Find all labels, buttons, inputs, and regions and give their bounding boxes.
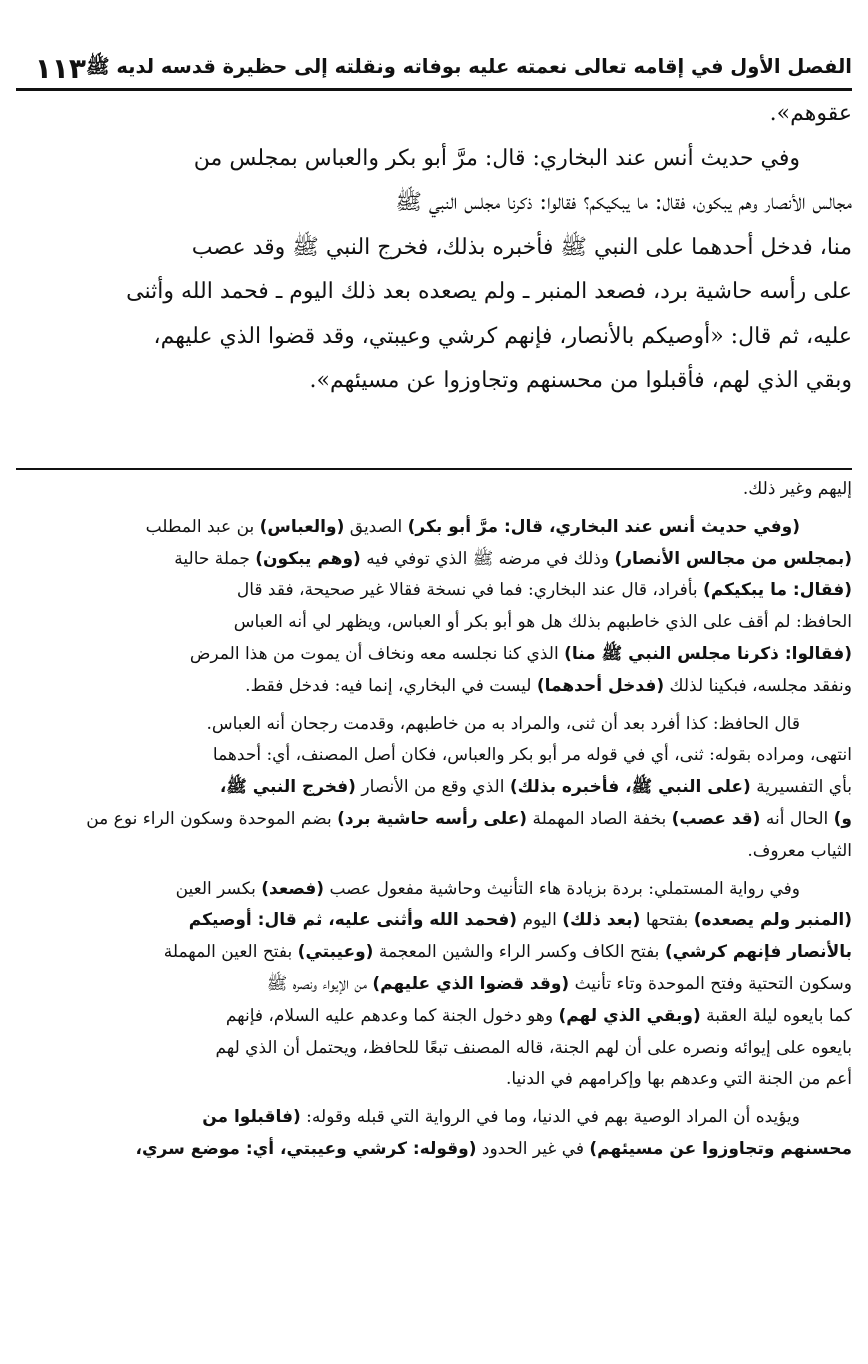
main-text-line: منا، فدخل أحدهما على النبي ﷺ فأخبره بذلك، فخرج النبي ﷺ وقد عصب <box>191 234 852 260</box>
quoted-phrase: محسنهم وتجاوزوا عن مسيئهم) <box>589 1138 852 1159</box>
quoted-phrase: (بعد ذلك) <box>562 910 641 931</box>
main-text-line: على رأسه حاشية برد، فصعد المنبر ـ ولم يصعده بعد ذلك اليوم ـ فحمد الله وأثنى <box>126 279 852 304</box>
quoted-phrase: (فقال: ما يبكيكم) <box>703 580 852 601</box>
commentary-line <box>16 772 852 804</box>
commentary-line <box>16 709 852 741</box>
footnote-divider <box>16 468 852 470</box>
text-run: بايعوه على إيوائه ونصره على أن لهم الجنة، قاله المصنف تبعًا للحافظ، ويحتمل أن الذي لهم <box>215 1037 852 1058</box>
text-run: بكسر العين <box>175 878 262 899</box>
commentary-line <box>16 1033 852 1065</box>
commentary-line <box>16 575 852 607</box>
commentary-line <box>16 607 852 639</box>
commentary-line <box>16 937 852 969</box>
text-run: ويؤيده أن المراد الوصية بهم في الدنيا، وما في الرواية التي قبله وقوله: <box>300 1107 800 1128</box>
commentary-line <box>16 1134 852 1166</box>
text-run: أعم من الجنة التي وعدهم بها وإكرامهم في الدنيا. <box>505 1069 852 1090</box>
text-run: بأفراد، قال عند البخاري: فما في نسخة فقالا غير صحيحة، فقد قال <box>236 580 704 601</box>
quoted-phrase: (وقد قضوا الذي عليهم) <box>372 973 570 994</box>
text-run: وهو دخول الجنة كما وعدهم عليه السلام، فإنهم <box>225 1005 559 1026</box>
quoted-phrase: (قد عصب) <box>671 808 761 829</box>
text-run: الذي كنا نجلسه معه ونخاف أن يموت من هذا المرض <box>189 643 565 664</box>
text-run: وفي رواية المستملي: بردة بزيادة هاء التأنيث وحاشية مفعول عصب <box>324 878 800 899</box>
text-run: الذي وقع من الأنصار <box>355 777 510 798</box>
text-run: قال الحافظ: كذا أفرد بعد أن ثنى، والمراد به من خاطبهم، وقدمت رجحان أنه العباس. <box>206 713 800 734</box>
commentary-line <box>16 874 852 906</box>
text-run: بفتحها <box>640 910 694 931</box>
text-run: الحال أنه <box>760 808 834 829</box>
commentary-line <box>16 1064 852 1096</box>
main-text-line: وبقي الذي لهم، فأقبلوا من محسنهم وتجاوزوا عن مسيئهم». <box>309 368 852 393</box>
text-run: بخفة الصاد المهملة <box>527 808 672 829</box>
main-text-line: عقوهم». <box>769 101 852 126</box>
main-text-line: عليه، ثم قال: «أوصيكم بالأنصار، فإنهم كرشي وعيبتي، وقد قضوا الذي عليهم، <box>153 323 852 349</box>
page-header <box>16 44 852 91</box>
commentary-line <box>16 1102 852 1134</box>
text-run: بضم الموحدة وسكون الراء نوع من <box>86 808 338 829</box>
quoted-phrase: بالأنصار فإنهم كرشي) <box>664 942 852 963</box>
quoted-phrase: (فدخل أحدهما) <box>536 675 665 696</box>
text-run: جملة حالية <box>174 548 256 569</box>
commentary-line <box>16 639 852 671</box>
quoted-phrase: (على رأسه حاشية برد) <box>337 808 528 829</box>
commentary-line <box>16 474 852 506</box>
text-run: الحافظ: لم أقف على الذي خاطبهم بذلك هل هو أبو بكر أو العباس، ويظهر لي أنه العباس <box>233 612 852 633</box>
quoted-phrase: (وفي حديث أنس عند البخاري، قال: مرَّ أبو بكر) <box>407 516 800 537</box>
commentary-text <box>16 474 852 1166</box>
text-run: من الإيواء ونصره ﷺ <box>266 973 373 994</box>
commentary-line <box>16 544 852 576</box>
page-number: ١١٣ <box>34 52 86 85</box>
quoted-phrase: (وعيبتي) <box>297 942 374 963</box>
text-run: بفتح الكاف وكسر الراء والشين المعجمة <box>373 942 665 963</box>
text-run: إليهم وغير ذلك. <box>742 479 852 499</box>
quoted-phrase: و) <box>833 808 852 829</box>
text-run: بن عبد المطلب <box>145 516 260 537</box>
quoted-phrase: (المنبر ولم يصعده) <box>693 910 852 931</box>
text-run: بأي التفسيرية <box>750 777 852 798</box>
text-run: انتهى، ومراده بقوله: ثنى، أي في قوله مر أبو بكر والعباس، فكان أصل المصنف، أي: أحدهما <box>212 745 852 766</box>
quoted-phrase: (وقوله: كرشي وعيبتي، أي: موضع سري، <box>135 1138 477 1159</box>
commentary-line <box>16 804 852 836</box>
text-run: ونفقد مجلسه، فبكينا لذلك <box>664 675 852 696</box>
quoted-phrase: (فخرج النبي ﷺ، <box>219 777 356 798</box>
main-text-line: وفي حديث أنس عند البخاري: قال: مرَّ أبو بكر والعباس بمجلس من <box>193 145 800 171</box>
quoted-phrase: (فقالوا: ذكرنا مجلس النبي ﷺ منا) <box>564 643 852 664</box>
text-run: بفتح العين المهملة <box>163 942 298 963</box>
main-text <box>16 92 852 404</box>
quoted-phrase: (وهم يبكون) <box>255 548 361 569</box>
quoted-phrase: (على النبي ﷺ، فأخبره بذلك) <box>509 777 751 798</box>
quoted-phrase: (فاقبلوا من <box>202 1107 301 1128</box>
quoted-phrase: (والعباس) <box>259 516 345 537</box>
book-page <box>16 0 852 1364</box>
commentary-line <box>16 512 852 544</box>
main-text-line: مجالس الأنصار وهم يبكون، فقال: ما يبكيكم؟ فقالوا: ذكرنا مجلس النبي ﷺ <box>395 190 852 215</box>
quoted-phrase: (بمجلس من مجالس الأنصار) <box>614 548 852 569</box>
text-run: وسكون التحتية وفتح الموحدة وتاء تأنيث <box>569 973 852 994</box>
text-run: وذلك في مرضه ﷺ الذي توفي فيه <box>360 548 615 569</box>
text-run: ليست في البخاري، إنما فيه: فدخل فقط. <box>245 675 537 696</box>
text-run: الصديق <box>344 516 408 537</box>
text-run: اليوم <box>517 910 563 931</box>
quoted-phrase: (وبقي الذي لهم) <box>558 1005 701 1026</box>
commentary-line <box>16 836 852 868</box>
quoted-phrase: (فحمد الله وأثنى عليه، ثم قال: أوصيكم <box>188 910 518 931</box>
commentary-line <box>16 740 852 772</box>
quoted-phrase: (فصعد) <box>261 878 325 899</box>
text-run: في غير الحدود <box>476 1138 590 1159</box>
text-run: كما بايعوه ليلة العقبة <box>700 1005 852 1026</box>
commentary-line <box>16 905 852 937</box>
running-title: الفصل الأول في إقامه تعالى نعمته عليه بوفاته ونقلته إلى حظيرة قدسه لديه ﷺ <box>85 55 852 78</box>
commentary-line <box>16 671 852 703</box>
commentary-line <box>16 969 852 1001</box>
text-run: الثياب معروف. <box>747 840 852 861</box>
commentary-line <box>16 1001 852 1033</box>
